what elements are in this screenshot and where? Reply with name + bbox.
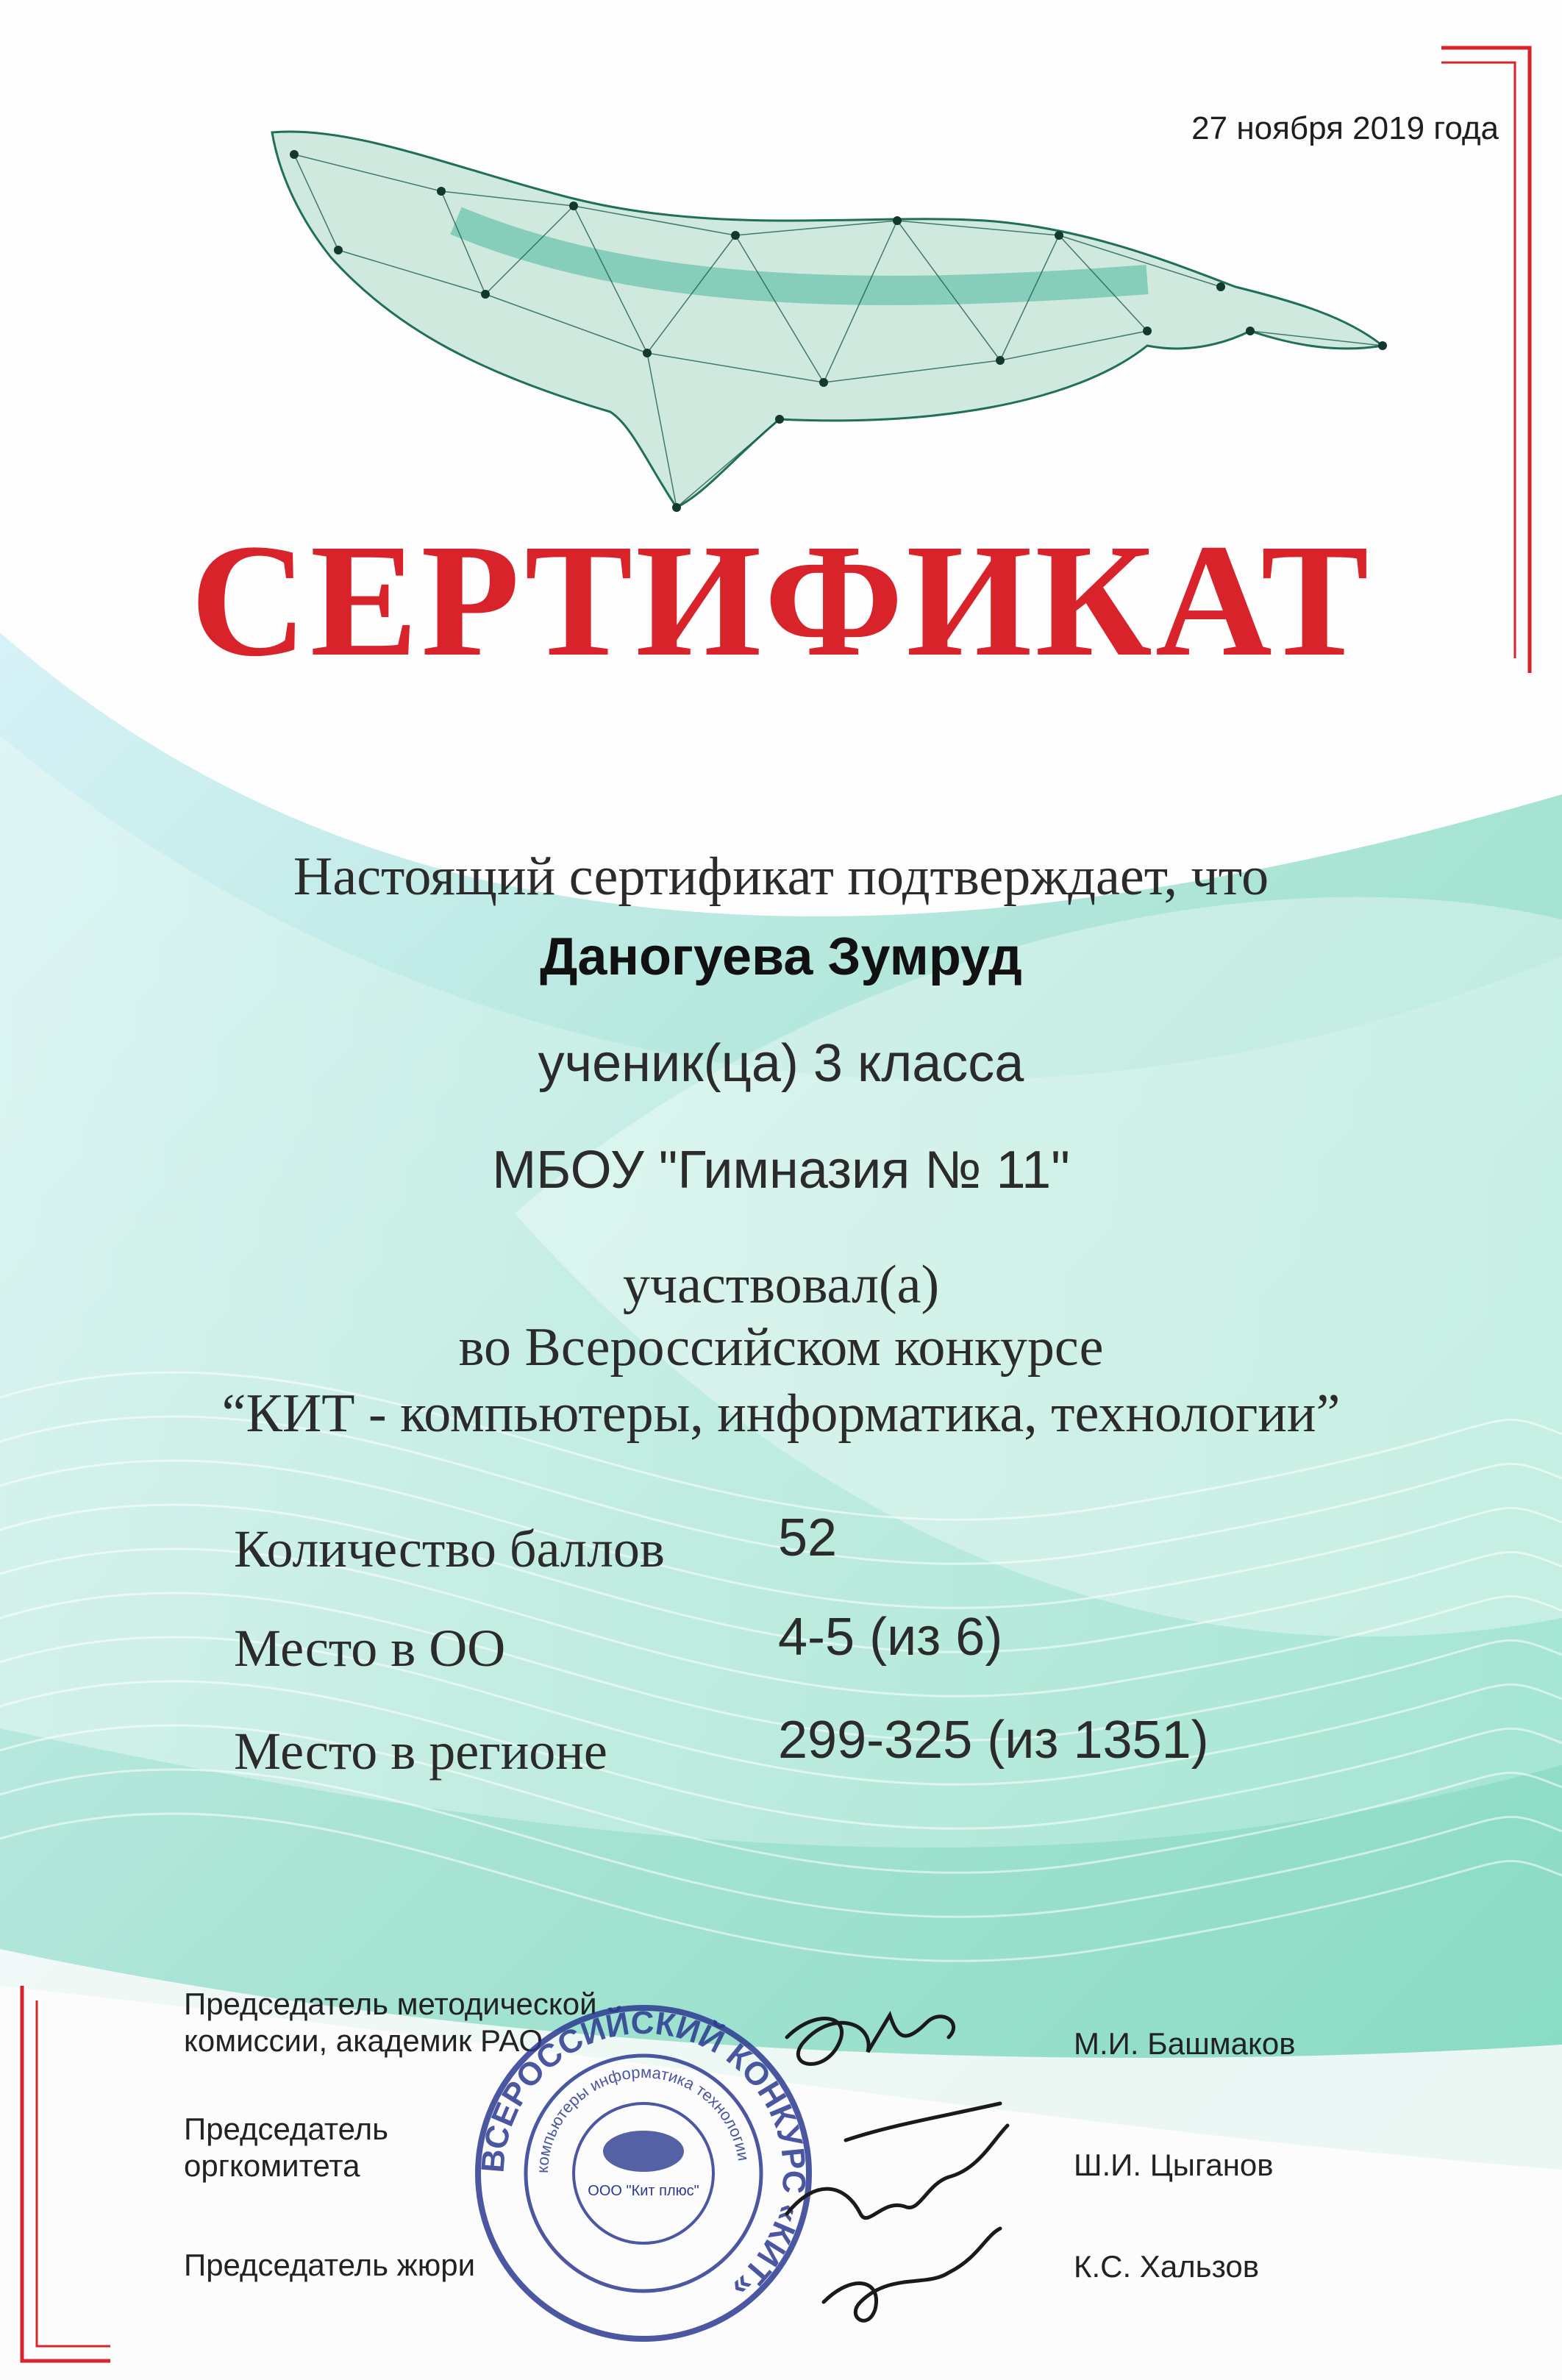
stamp-outer-text: ВСЕРОССИЙСКИЙ КОНКУРС «КИТ» [474, 2004, 813, 2306]
signatory-role-2 [184, 2111, 388, 2184]
signatory-name-3: К.С. Хальзов [1074, 2249, 1260, 2284]
participation-line-2: во Всероссийском конкурсе [458, 1317, 1104, 1378]
issue-date: 27 ноября 2019 года [1191, 110, 1499, 146]
recipient-grade: ученик(ца) 3 класса [538, 1034, 1024, 1093]
signatory-role-3 [184, 2247, 475, 2284]
signatory-role-2-line-1: Председатель [184, 2112, 388, 2146]
signature-icon [757, 1993, 1037, 2346]
contest-name: “КИТ - компьютеры, информатика, технологии” [221, 1383, 1341, 1444]
stamp-inner-text: компьютеры информатика технологии [532, 2062, 753, 2174]
polygonal-whale-icon [265, 110, 1390, 522]
participation-line-1: участвовал(а) [622, 1255, 940, 1315]
intro-text: Настоящий сертификат подтверждает, что [293, 847, 1269, 907]
recipient-name: Даногуева Зумруд [540, 927, 1022, 986]
signatory-role-1-line-2: комиссии, академик РАО [184, 2023, 543, 2058]
signatory-role-1-line-1: Председатель методической [184, 1987, 597, 2021]
score-value: 52 [778, 1508, 838, 1567]
region-rank-value: 299-325 (из 1351) [778, 1711, 1209, 1770]
corner-frame-bottom-left [15, 1986, 110, 2368]
recipient-school: МБОУ "Гимназия № 11" [492, 1141, 1070, 1200]
stamp-center-text: ООО "Кит плюс" [588, 2183, 699, 2199]
score-label: Количество баллов [234, 1519, 665, 1578]
signatory-name-2: Ш.И. Цыганов [1074, 2148, 1274, 2182]
signatory-name-1: М.И. Башмаков [1074, 2026, 1296, 2061]
signatory-role-3-line-1: Председатель жюри [184, 2248, 476, 2282]
certificate-title: СЕРТИФИКАТ [190, 510, 1372, 690]
school-rank-value: 4-5 (из 6) [778, 1608, 1003, 1667]
signatory-role-2-line-2: оргкомитета [184, 2148, 360, 2183]
region-rank-label: Место в регионе [234, 1722, 607, 1781]
school-rank-label: Место в ОО [234, 1619, 506, 1678]
